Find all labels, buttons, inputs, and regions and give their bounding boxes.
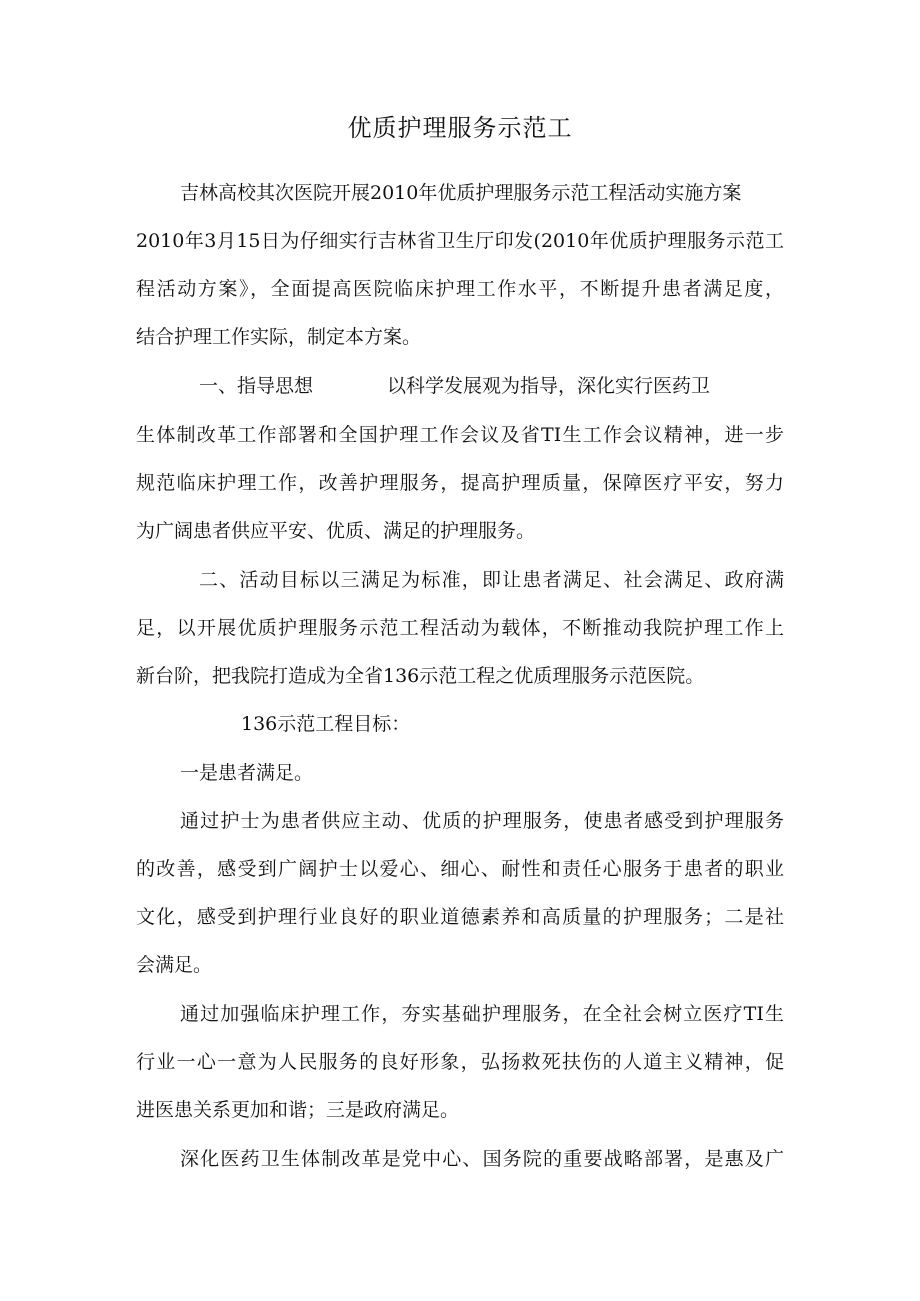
- paragraph-line: 为广阔患者供应平安、优质、满足的护理服务。: [136, 520, 536, 542]
- document-title: 优质护理服务示范工: [347, 114, 573, 142]
- paragraph-line: 行业一心一意为人民服务的良好形象，弘扬救死扶伤的人道主义精神，促: [136, 1051, 784, 1073]
- paragraph-line: 进医患关系更加和谐；三是政府满足。: [136, 1099, 460, 1121]
- section-heading: 一、指导思想: [199, 375, 314, 397]
- paragraph-line: 会满足。: [136, 954, 213, 976]
- paragraph-line: 程活动方案》，全面提高医院临床护理工作水平，不断提升患者满足度，: [136, 278, 784, 300]
- paragraph-line: 结合护理工作实际，制定本方案。: [136, 326, 422, 348]
- paragraph-line: 通过加强临床护理工作，夯实基础护理服务，在全社会树立医疗TI生: [180, 1003, 784, 1025]
- section-heading-line: 二、活动目标以三满足为标准，即让患者满足、社会满足、政府满: [199, 569, 784, 591]
- subheading: 136示范工程目标：: [241, 713, 411, 735]
- paragraph-line: 新台阶，把我院打造成为全省136示范工程之优质理服务示范医院。: [136, 665, 705, 687]
- paragraph-line: 一是患者满足。: [180, 762, 314, 784]
- paragraph-line: 深化医药卫生体制改革是党中心、国务院的重要战略部署，是惠及广: [180, 1148, 784, 1170]
- paragraph-line: 规范临床护理工作，改善护理服务，提高护理质量，保障医疗平安，努力: [136, 472, 784, 494]
- paragraph-line: 以科学发展观为指导，深化实行医药卫: [387, 375, 711, 397]
- paragraph-line: 的改善，感受到广阔护士以爱心、细心、耐性和责任心服务于患者的职业: [136, 858, 784, 880]
- paragraph-line: 通过护士为患者供应主动、优质的护理服务，使患者感受到护理服务: [180, 810, 784, 832]
- paragraph-line: 吉林高校其次医院开展2010年优质护理服务示范工程活动实施方案: [180, 182, 742, 204]
- paragraph-line: 生体制改革工作部署和全国护理工作会议及省TI生工作会议精神，进一步: [136, 424, 784, 446]
- paragraph-line: 文化，感受到护理行业良好的职业道德素养和高质量的护理服务；二是社: [136, 906, 784, 928]
- paragraph-line: 足，以开展优质护理服务示范工程活动为载体，不断推动我院护理工作上: [136, 617, 784, 639]
- paragraph-line: 2010年3月15日为仔细实行吉林省卫生厅印发(2010年优质护理服务示范工: [136, 230, 784, 252]
